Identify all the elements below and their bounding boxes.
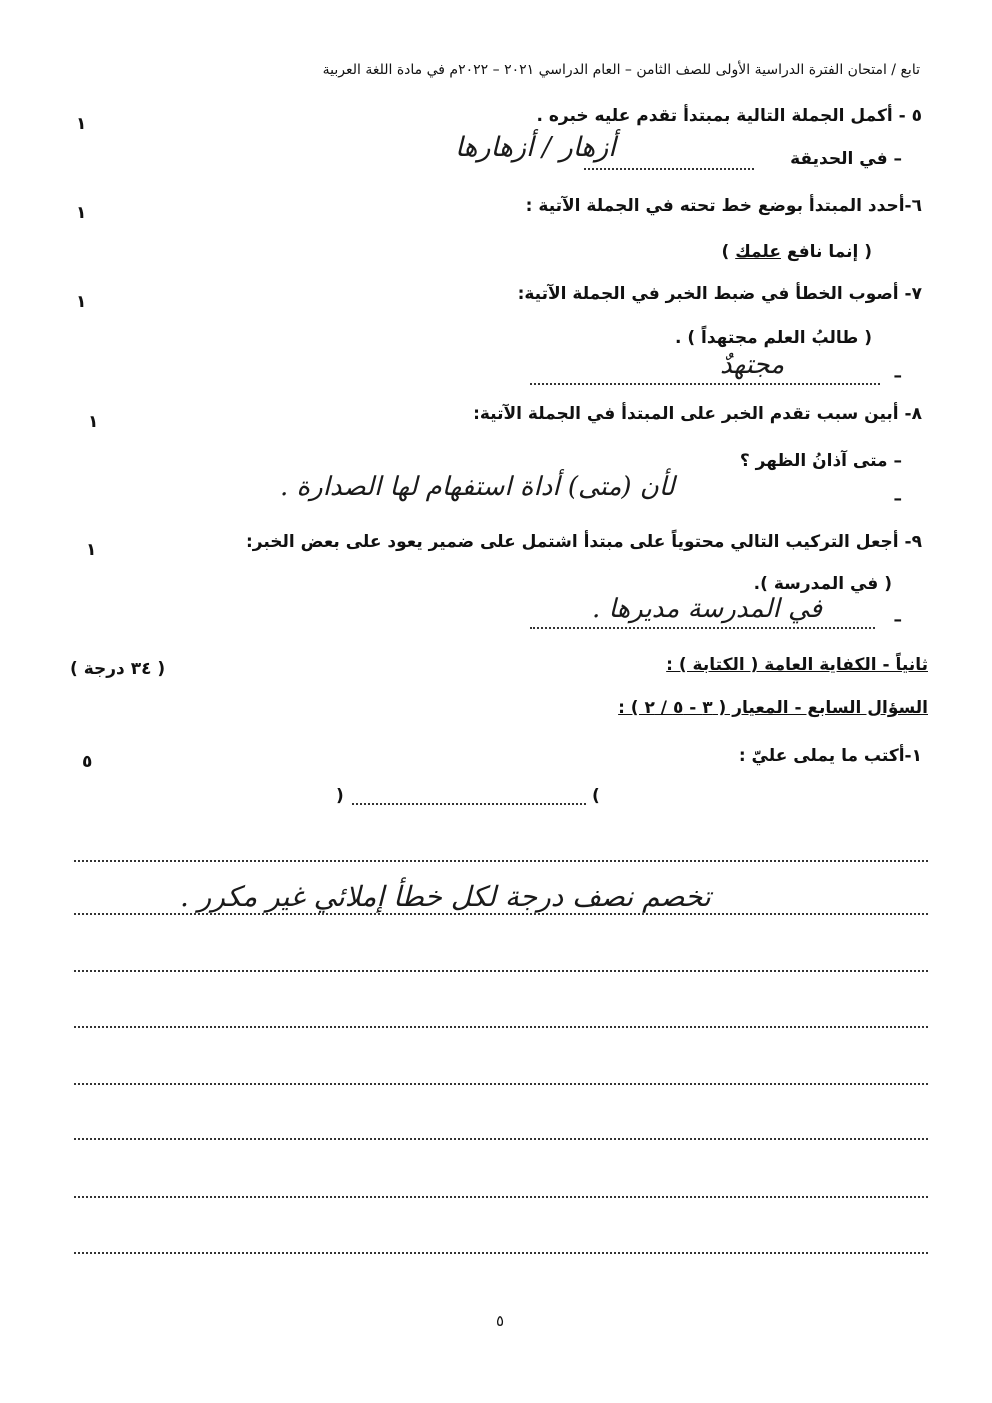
writing-line — [74, 860, 928, 862]
question-6-mark: ١ — [76, 203, 87, 223]
question-8-handwritten-answer: لأن (متى) أداة استفهام لها الصدارة . — [280, 472, 675, 502]
dictation-item: ١-أكتب ما يملى عليّ : — [738, 746, 922, 766]
dictation-blank-close: ) — [336, 786, 344, 806]
question-8-line-prefix: – — [893, 489, 902, 509]
question-5-answer-line — [584, 168, 754, 170]
question-5-line-prefix: – في الحديقة — [790, 149, 902, 169]
writing-line — [74, 970, 928, 972]
section-2-degree: ( ٣٤ درجة ) — [70, 659, 166, 679]
question-9-sentence: ( في المدرسة ). — [753, 574, 892, 594]
question-9-answer-line — [530, 627, 875, 629]
question-7-section-title: السؤال السابع - المعيار ( ٣ - ٥ / ٢ ) : — [618, 698, 928, 718]
grading-note-handwritten: تخصم نصف درجة لكل خطأ إملائي غير مكرر . — [180, 880, 711, 913]
question-7-sentence: ( طالبُ العلم مجتهداً ) . — [674, 328, 872, 348]
question-7-answer-line — [530, 383, 880, 385]
question-9-line-prefix: – — [893, 610, 902, 630]
question-6-underlined-subject: علمك — [735, 242, 781, 262]
question-6-prompt: ٦-أحدد المبتدأ بوضع خط تحته في الجملة الآتية : — [525, 196, 922, 216]
question-6-sentence-close: ) — [721, 242, 736, 262]
question-9-handwritten-answer: في المدرسة مديرها . — [592, 594, 823, 624]
question-9-prompt: ٩- أجعل التركيب التالي محتوياً على مبتدأ اشتمل على ضمير يعود على بعض الخبر: — [245, 532, 922, 552]
question-5-mark: ١ — [76, 114, 87, 134]
question-5-handwritten-answer: أزهار / أزهارها — [455, 132, 616, 163]
question-6-sentence — [721, 242, 872, 262]
page-number: ٥ — [496, 1312, 505, 1330]
writing-line — [74, 1196, 928, 1198]
writing-line — [74, 1252, 928, 1254]
question-7-mark: ١ — [76, 292, 87, 312]
question-8-prompt: ٨- أبين سبب تقدم الخبر على المبتدأ في الجملة الآتية: — [473, 404, 922, 424]
dictation-blank-open: ( — [592, 786, 600, 806]
question-6-sentence-open: ( إنما نافع — [780, 242, 872, 262]
question-8-sentence: – متى آذانُ الظهر ؟ — [739, 451, 902, 471]
question-5-prompt: ٥ - أكمل الجملة التالية بمبتدأ تقدم عليه خبره . — [536, 106, 922, 126]
question-7-prompt: ٧- أصوب الخطأ في ضبط الخبر في الجملة الآتية: — [517, 284, 922, 304]
question-8-mark: ١ — [88, 412, 99, 432]
writing-line — [74, 913, 928, 915]
exam-header: تابع / امتحان الفترة الدراسية الأولى للصف الثامن – العام الدراسي ٢٠٢١ – ٢٠٢٢م في مادة اللغة العربية — [322, 62, 920, 78]
dictation-blank-line — [352, 803, 586, 805]
question-9-mark: ١ — [86, 540, 97, 560]
section-2-title: ثانياً - الكفاية العامة ( الكتابة ) : — [666, 655, 928, 675]
writing-line — [74, 1138, 928, 1140]
writing-line — [74, 1083, 928, 1085]
writing-line — [74, 1026, 928, 1028]
question-7-handwritten-answer: مجتهدٌ — [720, 350, 785, 380]
question-7-line-prefix: – — [893, 366, 902, 386]
dictation-item-mark: ٥ — [82, 752, 93, 772]
